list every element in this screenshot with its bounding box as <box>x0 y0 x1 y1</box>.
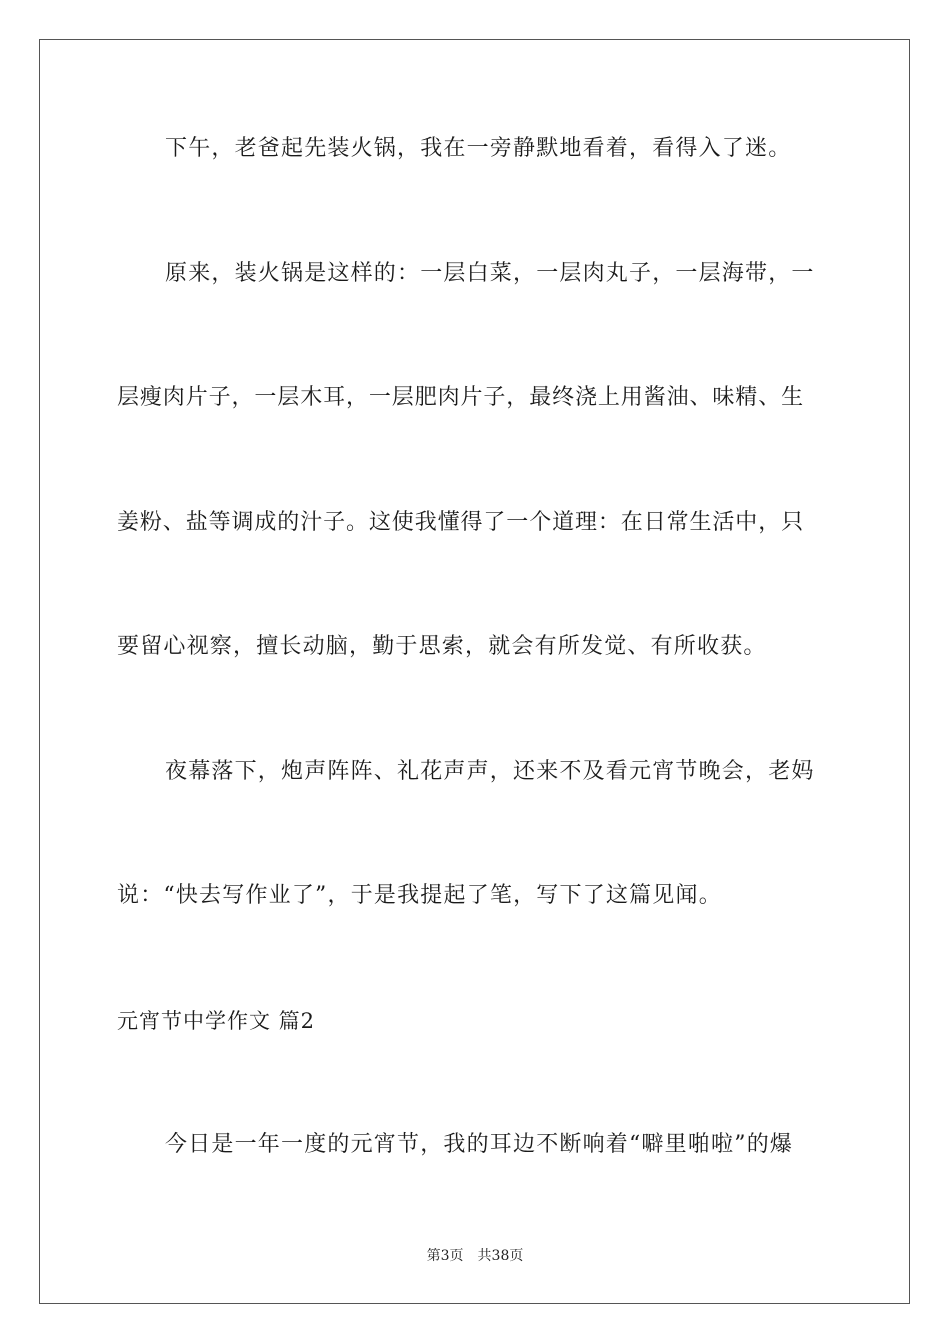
paragraph-line-5: 要留心视察，擅长动脑，勤于思索，就会有所发觉、有所收获。 <box>117 634 767 659</box>
page-number: 第3页 <box>426 1248 464 1264</box>
section-heading: 元宵节中学作文 篇2 <box>117 1009 316 1033</box>
paragraph-line-1: 下午，老爸起先装火锅，我在一旁静默地看着，看得入了迷。 <box>165 136 792 161</box>
page-border <box>39 39 910 1304</box>
paragraph-line-3: 层瘦肉片子，一层木耳，一层肥肉片子，最终浇上用酱油、味精、生 <box>117 385 805 410</box>
paragraph-line-7: 说：“快去写作业了”，于是我提起了笔，写下了这篇见闻。 <box>117 883 722 908</box>
paragraph-line-8: 今日是一年一度的元宵节，我的耳边不断响着“噼里啪啦”的爆 <box>165 1132 794 1157</box>
paragraph-line-4: 姜粉、盐等调成的汁子。这使我懂得了一个道理：在日常生活中，只 <box>117 510 805 535</box>
paragraph-line-2: 原来，装火锅是这样的：一层白菜，一层肉丸子，一层海带，一 <box>165 261 815 286</box>
page-total: 共38页 <box>477 1248 524 1264</box>
paragraph-line-6: 夜幕落下，炮声阵阵、礼花声声，还来不及看元宵节晚会，老妈 <box>165 759 815 784</box>
page-footer <box>0 1246 950 1266</box>
